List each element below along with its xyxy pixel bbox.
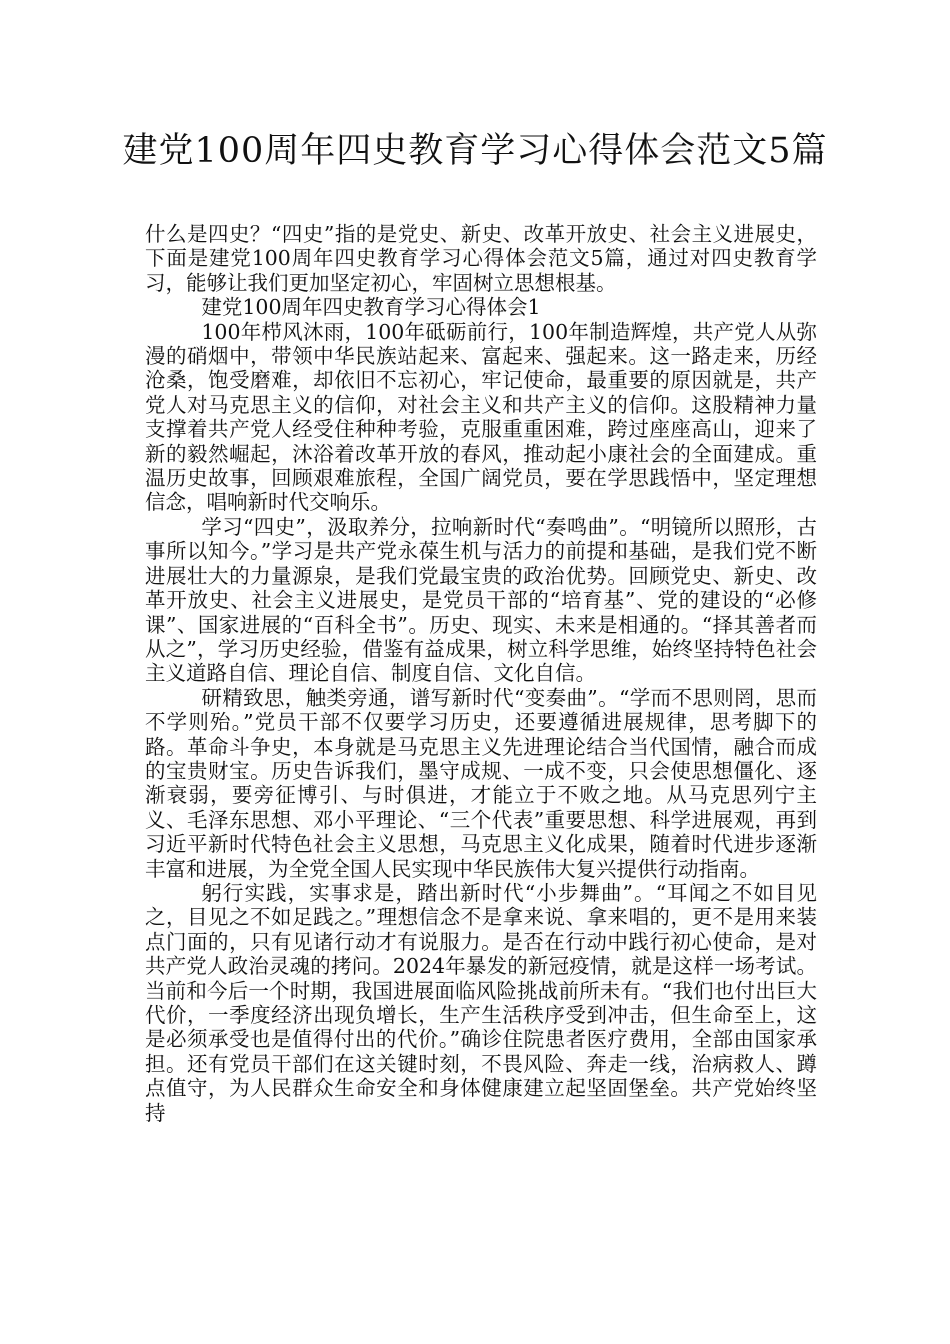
document-title: 建党100周年四史教育学习心得体会范文5篇 — [122, 131, 828, 171]
document-body — [145, 222, 817, 1125]
body-paragraph: 躬行实践，实事求是，踏出新时代“小步舞曲”。“耳闻之不如目见之，目见之不如足践之。”理想信念不是拿来说、拿来唱的，更不是用来装点门面的，只有见诸行动才有说服力。是否在行动中践行初心使命，是对共产党人政治灵魂的拷问。2024年暴发的新冠疫情，就是这样一场考试。当前和今后一个时期，我国进展面临风险挑战前所未有。“我们也付出巨大代价，一季度经济出现负增长，生产生活秩序受到冲击，但生命至上，这是必须承受也是值得付出的代价。”确诊住院患者医疗费用，全部由国家承担。还有党员干部们在这关键时刻，不畏风险、奔走一线，治病救人、蹲点值守，为人民群众生命安全和身体健康建立起坚固堡垒。共产党始终坚持 — [145, 880, 817, 1125]
body-paragraph: 研精致思，触类旁通，谱写新时代“变奏曲”。“学而不思则罔，思而不学则殆。”党员干部不仅要学习历史，还要遵循进展规律，思考脚下的路。革命斗争史，本身就是马克思主义先进理论结合当代国情，融合而成的宝贵财宝。历史告诉我们，墨守成规、一成不变，只会使思想僵化、逐渐衰弱，要旁征博引、与时俱进，才能立于不败之地。从马克思列宁主义、毛泽东思想、邓小平理论、“三个代表”重要思想、科学进展观，再到习近平新时代特色社会主义思想，马克思主义化成果，随着时代进步逐渐丰富和进展，为全党全国人民实现中华民族伟大复兴提供行动指南。 — [145, 685, 817, 881]
section-heading-1: 建党100周年四史教育学习心得体会1 — [201, 295, 541, 320]
body-paragraph: 100年栉风沐雨，100年砥砺前行，100年制造辉煌，共产党人从弥漫的硝烟中，带领中华民族站起来、富起来、强起来。这一路走来，历经沧桑，饱受磨难，却依旧不忘初心，牢记使命，最重要的原因就是，共产党人对马克思主义的信仰，对社会主义和共产主义的信仰。这股精神力量支撑着共产党人经受住种种考验，克服重重困难，跨过座座高山，迎来了新的毅然崛起，沐浴着改革开放的春风，推动起小康社会的全面建成。重温历史故事，回顾艰难旅程，全国广阔党员，要在学思践悟中，坚定理想信念，唱响新时代交响乐。 — [145, 319, 817, 515]
intro-paragraph: 什么是四史？“四史”指的是党史、新史、改革开放史、社会主义进展史，下面是建党100周年四史教育学习心得体会范文5篇，通过对四史教育学习，能够让我们更加坚定初心，牢固树立思想根基。 — [145, 222, 817, 295]
body-paragraph: 学习“四史”，汲取养分，拉响新时代“奏鸣曲”。“明镜所以照形，古事所以知今。”学习是共产党永葆生机与活力的前提和基础，是我们党不断进展壮大的力量源泉，是我们党最宝贵的政治优势。回顾党史、新史、改革开放史、社会主义进展史，是党员干部的“培育基”、党的建设的“必修课”、国家进展的“百科全书”。历史、现实、未来是相通的。“择其善者而从之”，学习历史经验，借鉴有益成果，树立科学思维，始终坚持特色社会主义道路自信、理论自信、制度自信、文化自信。 — [145, 514, 817, 686]
